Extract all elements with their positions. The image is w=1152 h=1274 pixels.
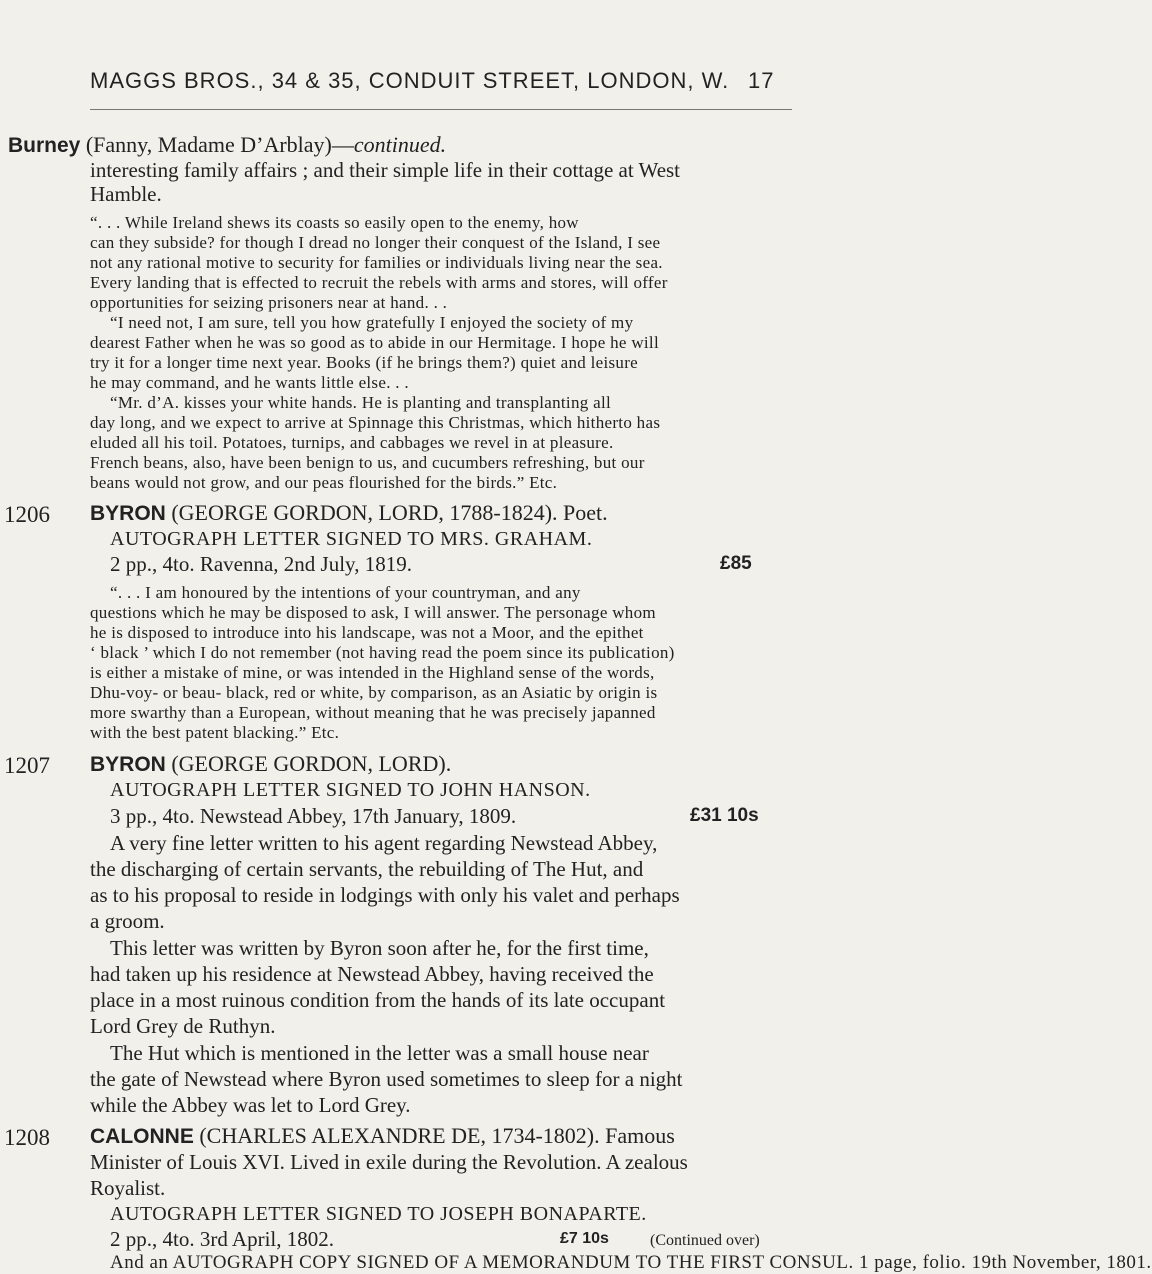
text-line: is either a mistake of mine, or was intended in the Highland sense of the words,: [90, 663, 655, 682]
text-line: place in a most ruinous condition from the hands of its late occupant: [90, 988, 666, 1012]
text-line: a groom.: [90, 909, 165, 933]
page-number: 17: [748, 68, 775, 93]
text-line: opportunities for seizing prisoners near at hand. . .: [90, 293, 448, 312]
entry-heading-rest: (GEORGE GORDON, LORD, 1788-1824). Poet.: [171, 500, 608, 525]
entry-heading-rest: (GEORGE GORDON, LORD).: [171, 751, 452, 776]
entry-heading-rest: (Fanny, Madame D’Arblay)—: [85, 132, 354, 157]
text-line: The Hut which is mentioned in the letter was a small house near: [110, 1041, 649, 1065]
text-line: Hamble.: [90, 182, 162, 206]
text-line: can they subside? for though I dread no longer their conquest of the Island, I see: [90, 233, 661, 252]
item-price: £7 10s: [560, 1230, 609, 1247]
text-line: interesting family affairs ; and their simple life in their cottage at West: [90, 158, 681, 182]
entry-name: Burney: [8, 134, 81, 157]
text-line: Royalist.: [90, 1176, 166, 1200]
header-rule: [90, 109, 792, 110]
continued-label: continued.: [353, 132, 447, 157]
text-line: day long, and we expect to arrive at Spinnage this Christmas, which hitherto has: [90, 413, 661, 432]
text-line: Every landing that is effected to recruit the rebels with arms and stores, will offer: [90, 273, 668, 292]
header-address: MAGGS BROS., 34 & 35, CONDUIT STREET, LONDON, W.: [90, 68, 730, 93]
item-title: AUTOGRAPH LETTER SIGNED TO MRS. GRAHAM.: [110, 528, 593, 550]
entry-heading-1206: [90, 502, 608, 525]
text-line: he may command, and he wants little else. . .: [90, 373, 409, 392]
text-line: eluded all his toil. Potatoes, turnips, and cabbages we revel in at pleasure.: [90, 433, 614, 452]
entry-heading-burney: [8, 134, 446, 157]
text-line: try it for a longer time next year. Books (if he brings them?) quiet and leisure: [90, 353, 639, 372]
item-details: 2 pp., 4to. 3rd April, 1802.: [110, 1227, 334, 1251]
entry-heading-1207: [90, 753, 451, 776]
text-line: he is disposed to introduce into his landscape, was not a Moor, and the epithet: [90, 623, 644, 642]
page-header: [0, 66, 800, 106]
lot-number: 1207: [4, 753, 50, 778]
text-line: had taken up his residence at Newstead Abbey, having received the: [90, 962, 654, 986]
text-line: Minister of Louis XVI. Lived in exile during the Revolution. A zealous: [90, 1150, 688, 1174]
item-price: £85: [720, 553, 752, 574]
text-line: “Mr. d’A. kisses your white hands. He is planting and transplanting all: [110, 393, 612, 412]
item-price: £31 10s: [690, 805, 759, 826]
item-title-part: And an AUTOGRAPH COPY SIGNED OF A MEMORANDUM TO: [110, 1252, 662, 1273]
item-details: 3 pp., 4to. Newstead Abbey, 17th January, 1809.: [110, 804, 517, 828]
lot-number: 1206: [4, 502, 50, 527]
entry-name: BYRON: [90, 502, 166, 525]
text-line: not any rational motive to security for families or individuals living near the sea.: [90, 253, 663, 272]
item-details: 2 pp., 4to. Ravenna, 2nd July, 1819.: [110, 552, 412, 576]
entry-heading-1208: [90, 1125, 675, 1148]
text-line: beans would not grow, and our peas flourished for the birds.” Etc.: [90, 473, 558, 492]
text-line: French beans, also, have been benign to us, and cucumbers refreshing, but our: [90, 453, 645, 472]
text-line: A very fine letter written to his agent regarding Newstead Abbey,: [110, 831, 658, 855]
text-line: “. . . While Ireland shews its coasts so easily open to the enemy, how: [90, 213, 579, 232]
item-title-part: THE FIRST CONSUL.: [666, 1252, 854, 1273]
lot-number: 1208: [4, 1125, 50, 1150]
text-line: while the Abbey was let to Lord Grey.: [90, 1093, 411, 1117]
text-line: the discharging of certain servants, the rebuilding of The Hut, and: [90, 857, 644, 881]
entry-heading-rest: (CHARLES ALEXANDRE DE, 1734-1802). Famous: [199, 1123, 675, 1148]
item-title: AUTOGRAPH LETTER SIGNED TO JOSEPH BONAPARTE.: [110, 1203, 647, 1225]
text-line: dearest Father when he was so good as to abide in our Hermitage. I hope he will: [90, 333, 659, 352]
text-line: Dhu-voy- or beau- black, red or white, by comparison, as an Asiatic by origin is: [90, 683, 658, 702]
text-line: more swarthy than a European, without meaning that he was precisely japanned: [90, 703, 656, 722]
item-title: AUTOGRAPH LETTER SIGNED TO JOHN HANSON.: [110, 779, 591, 801]
text-line: with the best patent blacking.” Etc.: [90, 723, 340, 742]
text-line: as to his proposal to reside in lodgings with only his valet and perhaps: [90, 883, 680, 907]
text-line: the gate of Newstead where Byron used sometimes to sleep for a night: [90, 1067, 683, 1091]
text-line: “I need not, I am sure, tell you how gratefully I enjoyed the society of my: [110, 313, 634, 332]
text-line: questions which he may be disposed to ask, I will answer. The personage whom: [90, 603, 656, 622]
item-title: [110, 1252, 1152, 1274]
entry-name: CALONNE: [90, 1125, 194, 1148]
entry-name: BYRON: [90, 753, 166, 776]
continued-over: (Continued over): [650, 1232, 760, 1249]
text-line: ‘ black ’ which I do not remember (not having read the poem since its publication): [90, 643, 675, 662]
text-line: Lord Grey de Ruthyn.: [90, 1014, 276, 1038]
text-line: “. . . I am honoured by the intentions of your countryman, and any: [110, 583, 581, 602]
text-line: This letter was written by Byron soon after he, for the first time,: [110, 936, 649, 960]
item-details: 1 page, folio. 19th November, 1801.: [858, 1252, 1152, 1273]
